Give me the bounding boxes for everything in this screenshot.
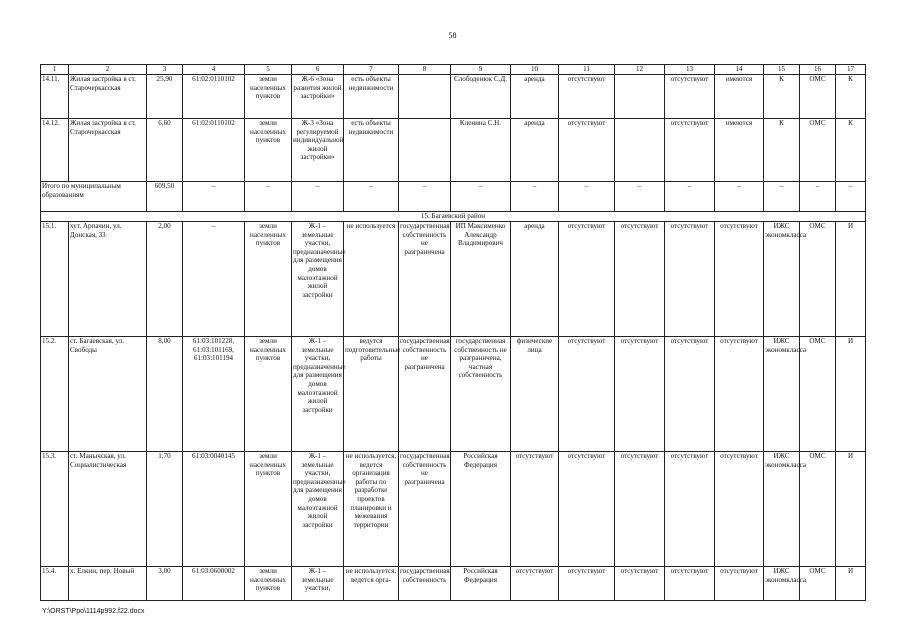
ownership: государственная собственность <box>399 567 451 601</box>
right-type: аренда <box>511 75 559 119</box>
cell-col14: отсутствуют <box>715 222 764 337</box>
cell-col12: отсутствуют <box>615 222 665 337</box>
row-number: 15.3. <box>41 452 69 567</box>
cell-col17: И <box>836 567 866 601</box>
cell-col13: отсутствуют <box>665 452 715 567</box>
permitted-use: Ж-3 «Зона регулируемой индивидуальной жилой застройки» <box>292 119 344 182</box>
column-number: 5 <box>245 65 292 75</box>
ownership: государственная собственность не разграничена <box>399 452 451 567</box>
column-number: 16 <box>800 65 836 75</box>
total-dash: – <box>399 182 451 212</box>
column-number: 8 <box>399 65 451 75</box>
permitted-use: Ж-1 – земельные участки, предназначенные для размещения домов малоэтажной жилой застройки <box>292 337 344 452</box>
total-dash: – <box>183 182 245 212</box>
section-title: 15. Багаевский район <box>41 212 866 222</box>
land-category: земли населенных пунктов <box>245 119 292 182</box>
usage-status: не используется, ведется организация работы по разработке проектов планировки и межевания территории <box>344 452 399 567</box>
plot-area: 3,00 <box>147 567 183 601</box>
plot-location: ст. Багаевская, ул. Свободы <box>69 337 147 452</box>
cadastral-number: 61:03:101228, 61:03:101169, 61:03:101194 <box>183 337 245 452</box>
ownership: государственная собственность не разграничена <box>399 222 451 337</box>
row-number: 14.12. <box>41 119 69 182</box>
plot-area: 8,00 <box>147 337 183 452</box>
right-type: отсутствуют <box>511 452 559 567</box>
plot-location: Жилая застройка в ст. Старочеркасская <box>69 75 147 119</box>
cell-col11: отсутствуют <box>559 567 615 601</box>
usage-status: ведутся подготовительные работы <box>344 337 399 452</box>
row-number: 15.2. <box>41 337 69 452</box>
total-dash: – <box>836 182 866 212</box>
total-dash: – <box>764 182 800 212</box>
total-dash: – <box>451 182 511 212</box>
column-number: 2 <box>69 65 147 75</box>
row-number: 15.1. <box>41 222 69 337</box>
file-path-footer: Y:\ORST\Ppo\1114p992.f22.docx <box>42 608 145 615</box>
right-holder: Кленина С.Н. <box>451 119 511 182</box>
plot-location: Жилая застройка в ст. Старочеркасская <box>69 119 147 182</box>
table-row <box>41 337 866 452</box>
column-number: 4 <box>183 65 245 75</box>
right-type: аренда <box>511 119 559 182</box>
column-number: 12 <box>615 65 665 75</box>
land-category: земли населенных пунктов <box>245 75 292 119</box>
cell-col16: ОМС <box>800 567 836 601</box>
cell-col17: И <box>836 222 866 337</box>
land-category: земли населенных пунктов <box>245 337 292 452</box>
cell-col13: отсутствуют <box>665 337 715 452</box>
cell-col17: К <box>836 75 866 119</box>
cadastral-number: 61:03:0040145 <box>183 452 245 567</box>
right-type: физические лица <box>511 337 559 452</box>
cell-col14: отсутствуют <box>715 567 764 601</box>
usage-status: есть объекты недвижимости <box>344 75 399 119</box>
cell-col17: К <box>836 119 866 182</box>
plot-location: хут. Арпачин, ул. Донская, 33 <box>69 222 147 337</box>
cell-col12: отсутствуют <box>615 567 665 601</box>
cell-col12: отсутствуют <box>615 337 665 452</box>
table-row <box>41 222 866 337</box>
cell-col11: отсутствуют <box>559 119 615 182</box>
cell-col13: отсутствуют <box>665 119 715 182</box>
usage-status: не используется, ведется орга- <box>344 567 399 601</box>
plot-area: 25,90 <box>147 75 183 119</box>
table-row <box>41 119 866 182</box>
cell-col14: имеются <box>715 119 764 182</box>
usage-status: есть объекты недвижимости <box>344 119 399 182</box>
page-number: 58 <box>448 31 457 40</box>
ownership <box>399 119 451 182</box>
right-type: аренда <box>511 222 559 337</box>
column-number: 7 <box>344 65 399 75</box>
plot-area: 1,70 <box>147 452 183 567</box>
column-number: 14 <box>715 65 764 75</box>
total-label: Итого по муниципальным образованиям <box>41 182 147 212</box>
cell-col13: отсутствуют <box>665 75 715 119</box>
cell-col14: отсутствуют <box>715 337 764 452</box>
cell-col11: отсутствуют <box>559 222 615 337</box>
total-dash: – <box>511 182 559 212</box>
column-number: 17 <box>836 65 866 75</box>
permitted-use: Ж-1 – земельные участки, <box>292 567 344 601</box>
land-plots-table <box>40 64 866 601</box>
cell-col11: отсутствуют <box>559 452 615 567</box>
usage-status: не используется <box>344 222 399 337</box>
column-number: 10 <box>511 65 559 75</box>
total-dash: – <box>800 182 836 212</box>
column-number-row <box>41 65 866 75</box>
cell-col17: И <box>836 337 866 452</box>
total-dash: – <box>665 182 715 212</box>
cell-col15: К <box>764 119 800 182</box>
row-number: 15.4. <box>41 567 69 601</box>
plot-area: 6,60 <box>147 119 183 182</box>
right-holder: государственная собственность не разграничена, частная собственность <box>451 337 511 452</box>
permitted-use: Ж-1 – земельные участки, предназначенные для размещения домов малоэтажной жилой застройки <box>292 452 344 567</box>
table-row <box>41 75 866 119</box>
cell-col16: ОМС <box>800 75 836 119</box>
total-value: 609,50 <box>147 182 183 212</box>
column-number: 11 <box>559 65 615 75</box>
cell-col15: ИЖС экономкласса <box>764 337 800 452</box>
right-holder: Российская Федерация <box>451 567 511 601</box>
right-type: отсутствуют <box>511 567 559 601</box>
total-dash: – <box>715 182 764 212</box>
cell-col15: ИЖС экономкласса <box>764 567 800 601</box>
total-dash: – <box>292 182 344 212</box>
column-number: 6 <box>292 65 344 75</box>
cell-col17: И <box>836 452 866 567</box>
plot-location: х. Елкин, пер. Новый <box>69 567 147 601</box>
cell-col12 <box>615 75 665 119</box>
cell-col16: ОМС <box>800 119 836 182</box>
right-holder: ИП Максименко Александр Владимирович <box>451 222 511 337</box>
cell-col12 <box>615 119 665 182</box>
permitted-use: Ж-6 «Зона развития жилой застройки» <box>292 75 344 119</box>
total-dash: – <box>245 182 292 212</box>
total-dash: – <box>615 182 665 212</box>
cadastral-number: 61:02:0110102 <box>183 75 245 119</box>
section-row <box>41 212 866 222</box>
cell-col11: отсутствуют <box>559 337 615 452</box>
ownership: государственная собственность не разграничена <box>399 337 451 452</box>
total-row <box>41 182 866 212</box>
permitted-use: Ж-1 – земельные участки, предназначенные для размещения домов малоэтажной жилой застройки <box>292 222 344 337</box>
total-dash: – <box>559 182 615 212</box>
row-number: 14.11. <box>41 75 69 119</box>
cell-col14: имеются <box>715 75 764 119</box>
cell-col16: ОМС <box>800 222 836 337</box>
cell-col16: ОМС <box>800 452 836 567</box>
column-number: 9 <box>451 65 511 75</box>
cell-col15: К <box>764 75 800 119</box>
cell-col12: отсутствуют <box>615 452 665 567</box>
cadastral-number: – <box>183 222 245 337</box>
column-number: 15 <box>764 65 800 75</box>
cell-col15: ИЖС экономкласса <box>764 452 800 567</box>
land-category: земли населенных пунктов <box>245 452 292 567</box>
total-dash: – <box>344 182 399 212</box>
cadastral-number: 61:02:0110102 <box>183 119 245 182</box>
right-holder: Слободенюк С.Д. <box>451 75 511 119</box>
cell-col15: ИЖС экономкласса <box>764 222 800 337</box>
land-category: земли населенных пунктов <box>245 222 292 337</box>
table-row <box>41 452 866 567</box>
plot-location: ст. Манычская, ул. Социалистическая <box>69 452 147 567</box>
column-number: 3 <box>147 65 183 75</box>
land-category: земли населенных пунктов <box>245 567 292 601</box>
cell-col11: отсутствуют <box>559 75 615 119</box>
cell-col13: отсутствуют <box>665 567 715 601</box>
right-holder: Российская Федерация <box>451 452 511 567</box>
cell-col13: отсутствуют <box>665 222 715 337</box>
ownership <box>399 75 451 119</box>
plot-area: 2,00 <box>147 222 183 337</box>
cell-col16: ОМС <box>800 337 836 452</box>
column-number: 13 <box>665 65 715 75</box>
column-number: 1 <box>41 65 69 75</box>
cadastral-number: 61:03:0600002 <box>183 567 245 601</box>
table-row <box>41 567 866 601</box>
cell-col14: отсутствуют <box>715 452 764 567</box>
